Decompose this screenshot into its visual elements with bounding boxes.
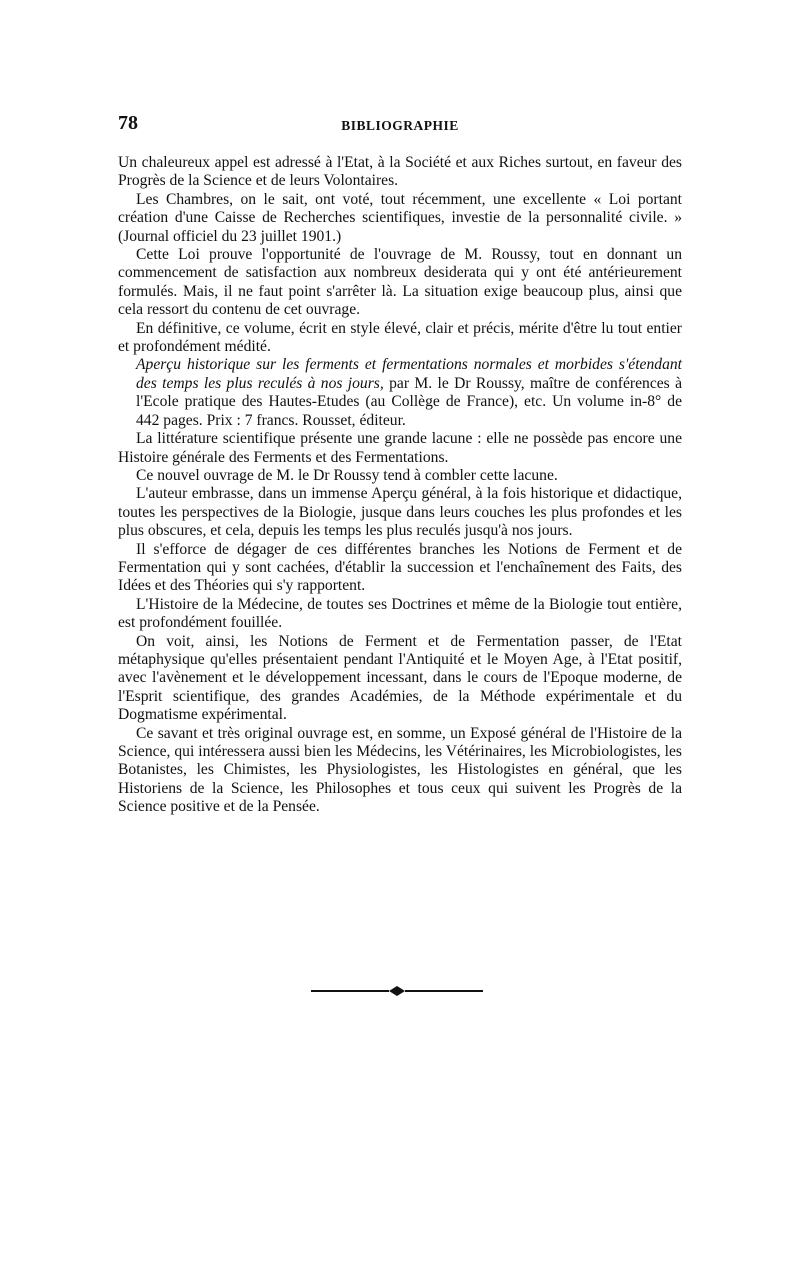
paragraph: Il s'efforce de dégager de ces différentes branches les Notions de Ferment et de Fermentation qui y sont cachées, d'établir la succession et l'enchaînement des Faits, des Idées et des Théories qui s'y rapportent. [118, 540, 682, 595]
page-content [118, 154, 682, 817]
paragraph: Les Chambres, on le sait, ont voté, tout récemment, une excellente « Loi portant création d'une Caisse de Recherches scientifiques, investie de la personnalité civile. » (Journal officiel du 23 juillet 1901.) [118, 190, 682, 245]
page-number: 78 [118, 112, 138, 134]
paragraph: Un chaleureux appel est adressé à l'Etat, à la Société et aux Riches surtout, en faveur des Progrès de la Science et de leurs Volontaires. [118, 154, 682, 190]
paragraph: En définitive, ce volume, écrit en style élevé, clair et précis, mérite d'être lu tout entier et profondément médité. [118, 319, 682, 356]
paragraph: La littérature scientifique présente une grande lacune : elle ne possède pas encore une Histoire générale des Ferments et des Fermentations. [118, 430, 682, 466]
book-details: par M. le Dr Roussy, maître de conférences à l'Ecole pratique des Hautes-Etudes (au Collège de France), etc. Un volume in-8° de 442 pages. Prix : 7 francs. Rousset, éditeur. [136, 374, 683, 429]
paragraph: On voit, ainsi, les Notions de Ferment et de Fermentation passer, de l'Etat métaphysique qu'elles présentaient pendant l'Antiquité et le Moyen Age, à l'Etat positif, avec l'avènement et le développement incessant, dans le cours de l'Epoque moderne, de l'Esprit scientifique, des grandes Académies, de la Méthode expérimentale et du Dogmatisme expérimental. [118, 632, 682, 724]
diamond-rule-ornament-icon [311, 981, 483, 1001]
paragraph: Cette Loi prouve l'opportunité de l'ouvrage de M. Roussy, tout en donnant un commencement de satisfaction aux nombreux desiderata qui y ont été antérieurement formulés. Mais, il ne faut point s'arrêter là. La situation exige beaucoup plus, ainsi que cela ressort du contenu de cet ouvrage. [118, 246, 682, 319]
book-title: Aperçu historique sur les ferments et fermentations normales et morbides s'étendant des temps les plus reculés à nos jours, [136, 356, 682, 392]
paragraph: Ce nouvel ouvrage de M. le Dr Roussy tend à combler cette lacune. [136, 466, 558, 484]
running-title: BIBLIOGRAPHIE [341, 118, 459, 133]
book-entry [118, 356, 682, 430]
page-header [118, 112, 682, 142]
paragraph: Ce savant et très original ouvrage est, en somme, un Exposé général de l'Histoire de la Science, qui intéressera aussi bien les Médecins, les Vétérinaires, les Microbiologistes, les Botanistes, les Chimistes, les Physiologistes, les Histologistes en général, que les Historiens de la Science, les Philosophes et tous ceux qui suivent les Progrès de la Science positive et de la Pensée. [118, 724, 682, 816]
paragraph: L'auteur embrasse, dans un immense Aperçu général, à la fois historique et didactique, toutes les perspectives de la Biologie, jusque dans leurs couches les plus profondes et les plus obscures, et cela, depuis les temps les plus reculés jusqu'à nos jours. [118, 485, 682, 540]
paragraph: L'Histoire de la Médecine, de toutes ses Doctrines et même de la Biologie tout entière, est profondément fouillée. [118, 595, 682, 632]
page [118, 112, 682, 817]
